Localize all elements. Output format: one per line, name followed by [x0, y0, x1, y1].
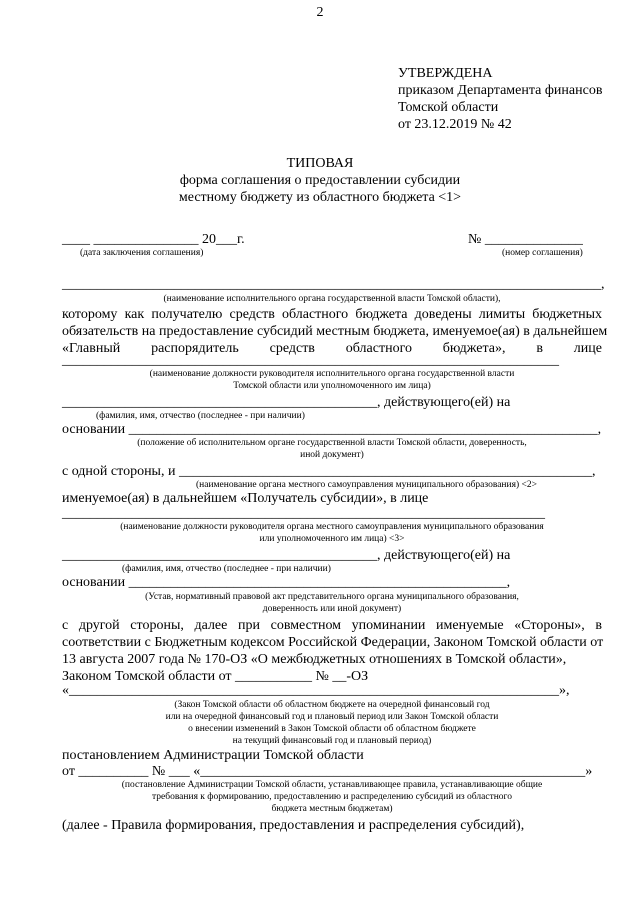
paragraph-line: с другой стороны, далее при совместном упоминании именуемые «Стороны», в — [62, 618, 602, 633]
blank-line: _______________________________________________________________________ — [62, 353, 559, 368]
field-caption: (фамилия, имя, отчество (последнее - при наличии) — [96, 411, 305, 421]
field-caption: (наименование органа местного самоуправления муниципального образования) <2> — [196, 480, 537, 490]
field-caption: (Закон Томской области об областном бюджете на очередной финансовый год — [174, 700, 490, 710]
document-subtitle: форма соглашения о предоставлении субсидии — [179, 173, 461, 188]
field-caption: на текущий финансовый год и плановый период) — [232, 736, 432, 746]
paragraph-line: «Главный распорядитель средств областного бюджета», в лице — [62, 341, 602, 356]
blank-line: «______________________________________________________________________», — [62, 683, 570, 698]
field-caption: (номер соглашения) — [502, 248, 583, 258]
blank-line: от __________ № ___ «_______________________________________________________» — [62, 764, 593, 779]
document-title: ТИПОВАЯ — [286, 156, 354, 171]
field-caption: (наименование должности руководителя органа местного самоуправления муниципального образования — [120, 522, 544, 532]
field-caption: или на очередной финансовый год и плановый период или Закон Томской области — [165, 712, 499, 722]
page-number: 2 — [316, 5, 324, 20]
approval-title: УТВЕРЖДЕНА — [398, 66, 493, 81]
paragraph-line: 13 августа 2007 года № 170-ОЗ «О межбюджетных отношениях в Томской области», — [62, 652, 567, 667]
field-caption: (постановление Администрации Томской области, устанавливающее правила, устанавливающие общие — [121, 780, 543, 790]
blank-line: _____________________________________________________________________________, — [62, 277, 605, 292]
field-caption: (наименование исполнительного органа государственной власти Томской области), — [163, 294, 501, 304]
document-subtitle: местному бюджету из областного бюджета <1> — [178, 190, 462, 205]
field-caption: (положение об исполнительном органе государственной власти Томской области, доверенность, — [137, 438, 527, 448]
paragraph-line: соответствии с Бюджетным кодексом Российской Федерации, Законом Томской области от — [62, 635, 604, 650]
field-caption: требования к формированию, предоставлению и распределению субсидий из областного — [152, 792, 512, 802]
agreement-date-field: ____ _______________ 20___г. — [62, 232, 245, 247]
blank-line: _____________________________________________, действующего(ей) на — [62, 395, 511, 410]
field-caption: (дата заключения соглашения) — [80, 248, 204, 258]
approval-line: от 23.12.2019 № 42 — [398, 117, 512, 132]
field-caption: Томской области или уполномоченного им лица) — [233, 381, 431, 391]
agreement-number-field: № ______________ — [468, 232, 583, 247]
blank-line: основании ______________________________________________________, — [62, 575, 511, 590]
field-caption: иной документ) — [300, 450, 364, 460]
approval-line: Томской области — [398, 100, 499, 115]
paragraph-line: которому как получателю средств областного бюджета доведены лимиты бюджетных — [62, 307, 602, 322]
blank-line: основании ___________________________________________________________________, — [62, 422, 602, 437]
blank-line: с одной стороны, и ___________________________________________________________, — [62, 464, 596, 479]
approval-line: приказом Департамента финансов — [398, 83, 603, 98]
field-caption: доверенность или иной документ) — [262, 604, 402, 614]
paragraph-line: постановлением Администрации Томской области — [62, 748, 364, 763]
paragraph-line: обязательств на предоставление субсидий местным бюджета, именуемое(ая) в дальнейшем — [62, 324, 608, 339]
field-caption: бюджета местным бюджетам) — [271, 804, 393, 814]
paragraph-line: Законом Томской области от ___________ № __-ОЗ — [62, 669, 369, 684]
blank-line: _____________________________________________________________________ — [62, 506, 545, 521]
field-caption: о внесении изменений в Закон Томской области об областном бюджете — [188, 724, 476, 734]
paragraph-line: (далее - Правила формирования, предоставления и распределения субсидий), — [62, 818, 525, 833]
paragraph-line: именуемое(ая) в дальнейшем «Получатель субсидии», в лице — [62, 491, 429, 506]
field-caption: (Устав, нормативный правовой акт представительного органа муниципального образования, — [145, 592, 519, 602]
field-caption: (фамилия, имя, отчество (последнее - при наличии) — [122, 564, 331, 574]
blank-line: _____________________________________________, действующего(ей) на — [62, 548, 511, 563]
field-caption: (наименование должности руководителя исполнительного органа государственной власти — [149, 369, 515, 379]
field-caption: или уполномоченного им лица) <3> — [259, 534, 405, 544]
